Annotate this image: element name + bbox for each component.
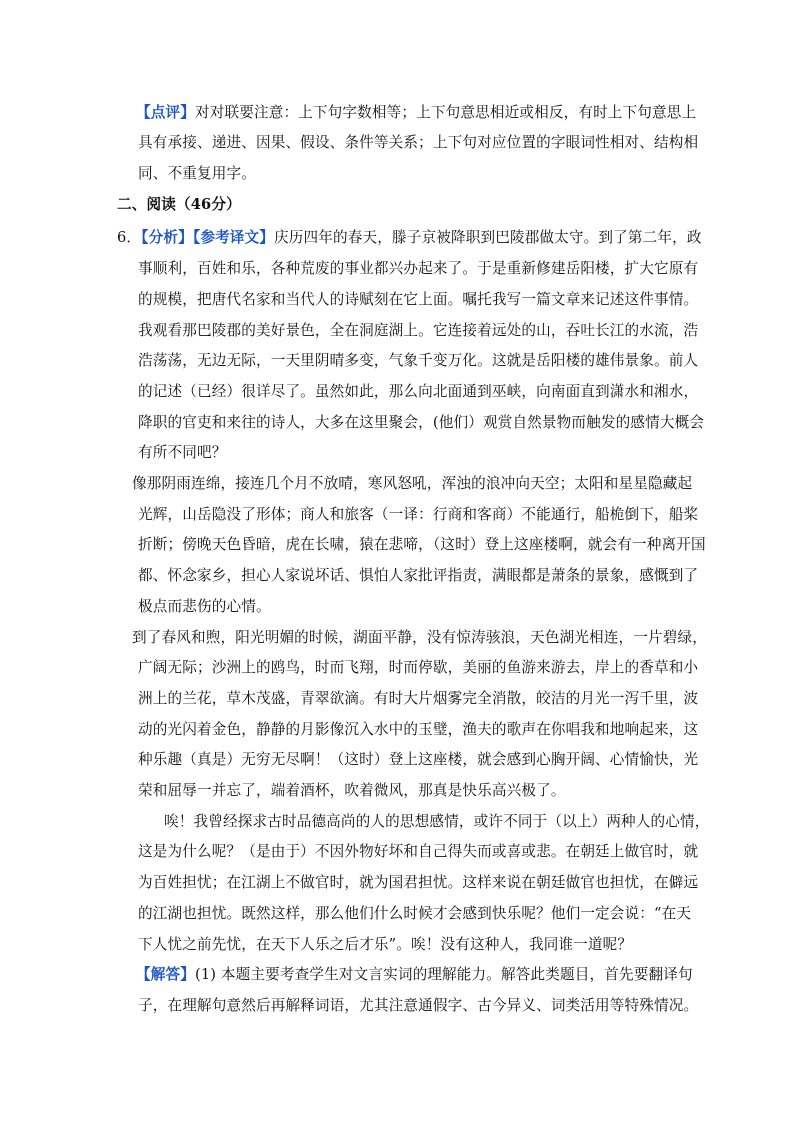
jieda-text: (1) 本题主要考查学生对文言实词的理解能力。解答此类题目，首先要翻译句 xyxy=(194,966,693,983)
jieda-line-1 xyxy=(136,965,693,985)
translation-line: 到了春风和煦，阳光明媚的时候，湖面平静，没有惊涛骇浪，天色湖光相连，一片碧绿， xyxy=(132,629,708,646)
cankao-tag: 【参考译文】 xyxy=(192,229,275,246)
translation-line: 荣和屈辱一并忘了，端着酒杯，吹着微风，那真是快乐高兴极了。 xyxy=(138,782,566,799)
translation-line: 都、怀念家乡，担心人家说坏话、惧怕人家批评指责，满眼都是萧条的景象，感慨到了 xyxy=(138,567,699,584)
translation-line: 浩荡荡，无边无际，一天里阴晴多变，气象千变万化。这就是岳阳楼的雄伟景象。前人 xyxy=(138,352,699,369)
dianping-line-2: 具有承接、递进、因果、假设、条件等关系；上下句对应位置的字眼词性相对、结构相 xyxy=(138,134,699,151)
translation-line: 洲上的兰花，草木茂盛，青翠欲滴。有时大片烟雾完全消散，皎洁的月光一泻千里，波 xyxy=(138,690,699,707)
translation-line: 有所不同吧？ xyxy=(138,444,227,461)
section-heading: 二、阅读（46分） xyxy=(117,196,241,213)
translation-line: 光辉，山岳隐没了形体；商人和旅客（一译：行商和客商）不能通行，船桅倒下，船桨 xyxy=(138,506,699,523)
translation-line: 种乐趣（真是）无穷无尽啊！（这时）登上这座楼，就会感到心胸开阔、心情愉快，光 xyxy=(138,751,699,768)
question-number: 6． xyxy=(117,229,142,246)
jieda-tag: 【解答】 xyxy=(136,966,195,983)
fenxi-tag: 【分析】 xyxy=(141,229,193,246)
translation-line: 的规模，把唐代名家和当代人的诗赋刻在它上面。嘱托我写一篇文章来记述这件事情。 xyxy=(138,291,699,308)
translation-line: 这是为什么呢？（是由于）不因外物好坏和自己得失而或喜或悲。在朝廷上做官时，就 xyxy=(138,843,699,860)
dianping-tag: 【点评】 xyxy=(136,104,195,121)
translation-line: 动的光闪着金色，静静的月影像沉入水中的玉璧，渔夫的歌声在你唱我和地响起来，这 xyxy=(138,721,699,738)
translation-line: 的记述（已经）很详尽了。虽然如此，那么向北面通到巫峡，向南面直到潇水和湘水， xyxy=(138,383,699,400)
jieda-line-2: 子，在理解句意然后再解释词语，尤其注意通假字、古今异义、词类活用等特殊情况。 xyxy=(138,997,699,1014)
translation-line: 事顺利，百姓和乐，各种荒废的事业都兴办起来了。于是重新修建岳阳楼，扩大它原有 xyxy=(138,260,699,277)
translation-line: 折断；傍晚天色昏暗，虎在长啸，猿在悲啼，（这时）登上这座楼啊，就会有一种离开国 xyxy=(138,536,706,553)
dianping-text: 对对联要注意：上下句字数相等；上下句意思相近或相反，有时上下句意思上 xyxy=(194,104,697,121)
translation-line: 为百姓担忧；在江湖上不做官时，就为国君担忧。这样来说在朝廷做官也担忧，在僻远 xyxy=(138,874,699,891)
translation-line: 庆历四年的春天，滕子京被降职到巴陵郡做太守。到了第二年，政 xyxy=(274,229,702,246)
translation-line: 的江湖也担忧。既然这样，那么他们什么时候才会感到快乐呢？他们一定会说：“在天 xyxy=(138,905,692,922)
translation-line: 下人忧之前先忧，在天下人乐之后才乐”。唉！没有这种人，我同谁一道呢？ xyxy=(138,936,633,953)
translation-line: 降职的官吏和来往的诗人，大多在这里聚会，(他们）观赏自然景物而触发的感情大概会 xyxy=(138,414,705,431)
translation-line: 唉！我曾经探求古时品德高尚的人的思想感情，或许不同于（以上）两种人的心情， xyxy=(164,813,710,830)
q6-first-line xyxy=(117,228,702,248)
translation-line: 极点而悲伤的心情。 xyxy=(138,598,271,615)
translation-line: 广阔无际；沙洲上的鸥鸟，时而飞翔，时而停歇，美丽的鱼游来游去，岸上的香草和小 xyxy=(138,659,699,676)
dianping-line-1 xyxy=(136,103,696,123)
translation-line: 像那阴雨连绵，接连几个月不放晴，寒风怒吼，浑浊的浪冲向天空；太阳和星星隐藏起 xyxy=(132,475,693,492)
dianping-line-3: 同、不重复用字。 xyxy=(138,165,256,182)
translation-line: 我观看那巴陵郡的美好景色，全在洞庭湖上。它连接着远处的山，吞吐长江的水流，浩 xyxy=(138,322,699,339)
